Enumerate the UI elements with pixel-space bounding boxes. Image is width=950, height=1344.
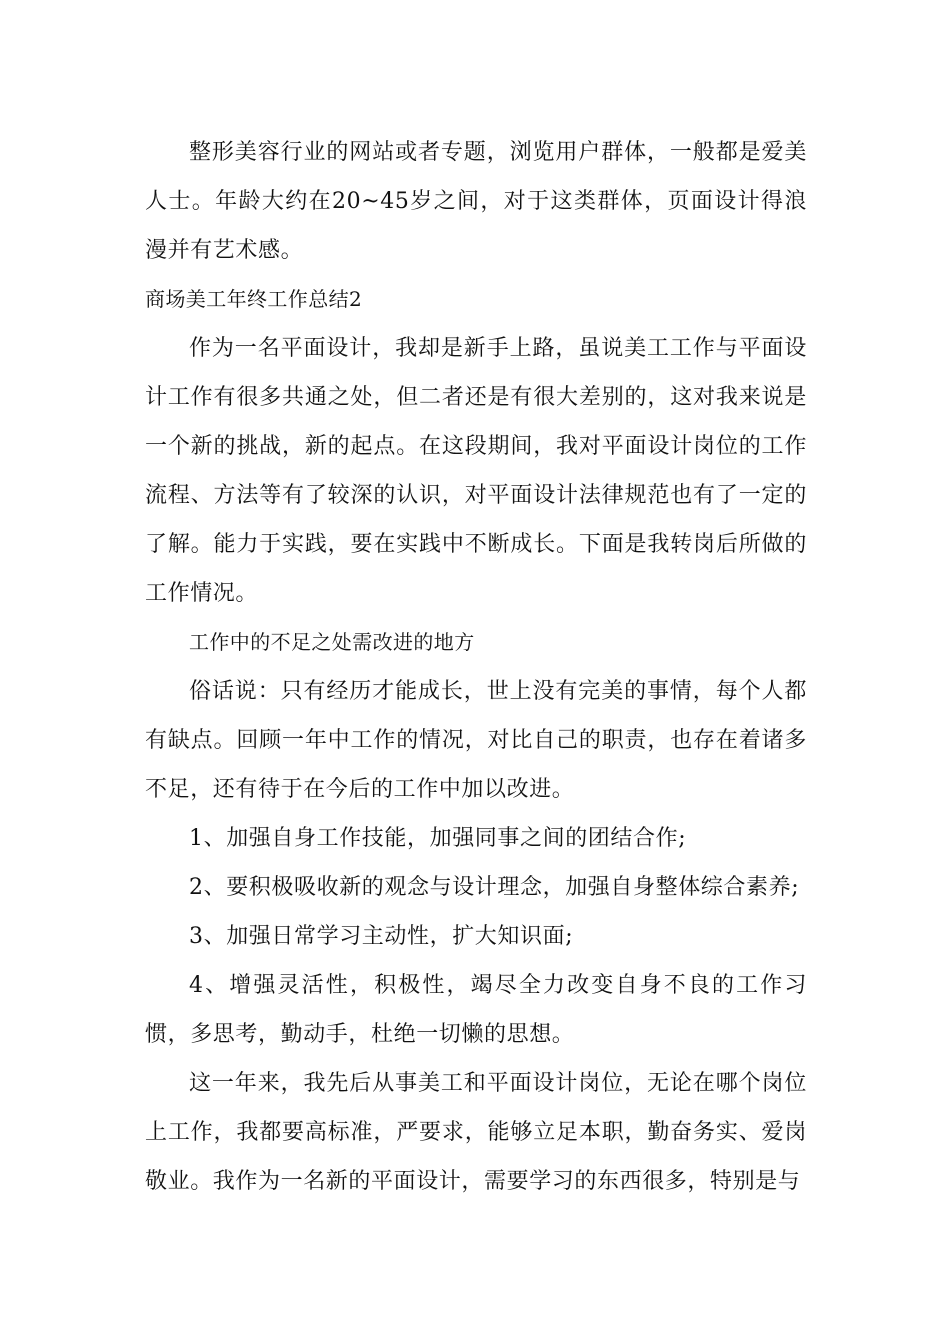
- list-item: 3、加强日常学习主动性，扩大知识面;: [189, 924, 574, 949]
- body-paragraph-1: 作为一名平面设计，我却是新手上路，虽说美工工作与平面设计工作有很多共通之处，但二者还是有很大差别的，这对我来说是一个新的挑战，新的起点。在这段期间，我对平面设计岗位的工作流程、方法等有了较深的认识，对平面设计法律规范也有了一定的了解。能力于实践，要在实践中不断成长。下面是我转岗后所做的工作情况。: [145, 336, 807, 606]
- intro-paragraph: 整形美容行业的网站或者专题，浏览用户群体，一般都是爱美人士。年龄大约在20~45岁之间，对于这类群体，页面设计得浪漫并有艺术感。: [145, 140, 807, 263]
- document-body: [145, 128, 807, 1206]
- subheading: 工作中的不足之处需改进的地方: [189, 630, 475, 654]
- list-item: 1、加强自身工作技能，加强同事之间的团结合作;: [189, 826, 687, 851]
- list-item: 2、要积极吸收新的观念与设计理念，加强自身整体综合素养;: [189, 875, 800, 900]
- list-item: 4、增强灵活性，积极性，竭尽全力改变自身不良的工作习惯，多思考，勤动手，杜绝一切懒的思想。: [145, 973, 807, 1047]
- body-paragraph-2: 俗话说：只有经历才能成长，世上没有完美的事情，每个人都有缺点。回顾一年中工作的情况，对比自己的职责，也存在着诸多不足，还有待于在今后的工作中加以改进。: [145, 679, 807, 802]
- body-paragraph-3: 这一年来，我先后从事美工和平面设计岗位，无论在哪个岗位上工作，我都要高标准，严要求，能够立足本职，勤奋务实、爱岗敬业。我作为一名新的平面设计，需要学习的东西很多，特别是与: [145, 1071, 807, 1194]
- section-title: 商场美工年终工作总结2: [145, 287, 363, 311]
